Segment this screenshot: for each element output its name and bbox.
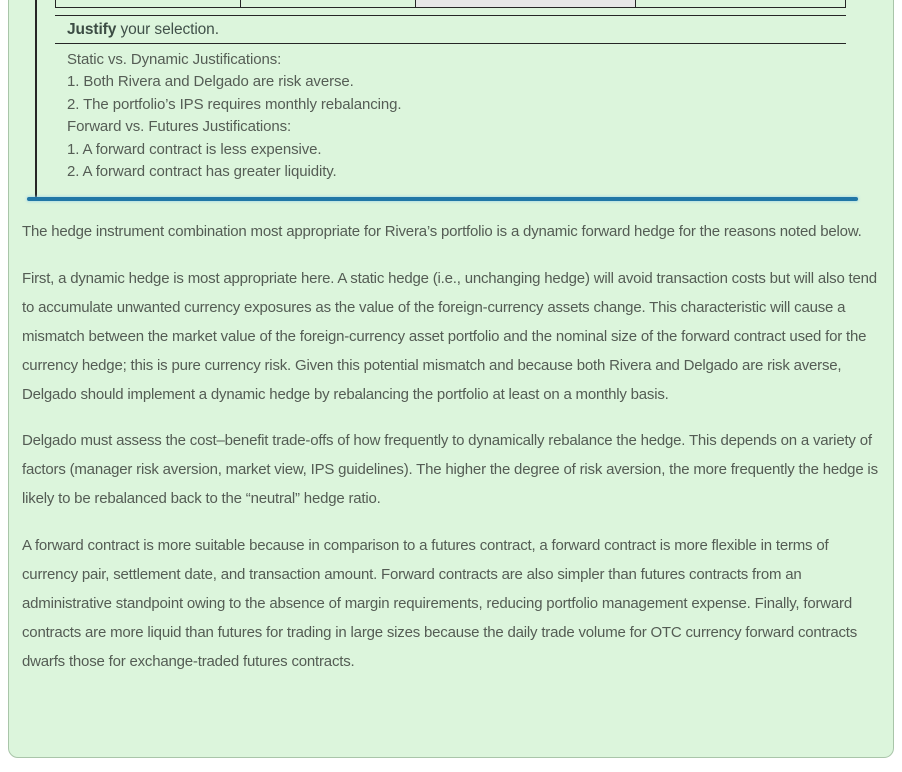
guideline-answer	[22, 218, 884, 695]
justify-prompt-text	[67, 21, 219, 39]
justify-prompt	[55, 15, 846, 44]
justification-list	[67, 49, 837, 183]
justify-bold-word: Justify	[67, 20, 117, 38]
justification-line: 2. The portfolio’s IPS requires monthly rebalancing.	[67, 95, 402, 113]
answer-paragraph: A forward contract is more suitable because in comparison to a futures contract, a forward contract is more flexible in terms of currency pair, settlement date, and transaction amount. Forward contracts are also simpler than futures contracts from an administrative standpoint owing to the absence of margin requirements, reducing portfolio management expense. Finally, forward contracts are more liquid than futures for trading in large sizes because the daily trade volume for OTC currency forward contracts dwarfs those for exchange-traded futures contracts.	[22, 537, 858, 670]
justification-line: 1. A forward contract is less expensive.	[67, 140, 322, 158]
justification-line: 1. Both Rivera and Delgado are risk averse.	[67, 73, 354, 91]
table-cell	[636, 0, 845, 7]
question-table-cropped	[55, 0, 846, 8]
answer-paragraph: The hedge instrument combination most appropriate for Rivera’s portfolio is a dynamic forward hedge for the reasons noted below.	[22, 223, 862, 240]
table-cell	[56, 0, 241, 7]
table-cell	[241, 0, 416, 7]
justification-line: 2. A forward contract has greater liquidity.	[67, 163, 337, 181]
justification-line: Forward vs. Futures Justifications:	[67, 118, 292, 136]
justify-rest: your selection.	[116, 20, 219, 38]
question-block-left-border	[35, 0, 37, 198]
answer-paragraph: First, a dynamic hedge is most appropriate here. A static hedge (i.e., unchanging hedge) will avoid transaction costs but will also tend to accumulate unwanted currency exposures as the value of the foreign-currency assets change. This characteristic will cause a mismatch between the market value of the foreign-currency asset portfolio and the nominal size of the forward contract used for the currency hedge; this is pure currency risk. Given this potential mismatch and because both Rivera and Delgado are risk averse, Delgado should implement a dynamic hedge by rebalancing the portfolio at least on a monthly basis.	[22, 269, 877, 403]
table-cell-highlighted	[416, 0, 636, 7]
answer-paragraph: Delgado must assess the cost–benefit trade-offs of how frequently to dynamically rebalance the hedge. This depends on a variety of factors (manager risk aversion, market view, IPS guidelines). The higher the degree of risk aversion, the more frequently the hedge is likely to be rebalanced back to the “neutral” hedge ratio.	[22, 432, 878, 508]
justification-line: Static vs. Dynamic Justifications:	[67, 51, 282, 68]
section-divider	[27, 197, 858, 201]
